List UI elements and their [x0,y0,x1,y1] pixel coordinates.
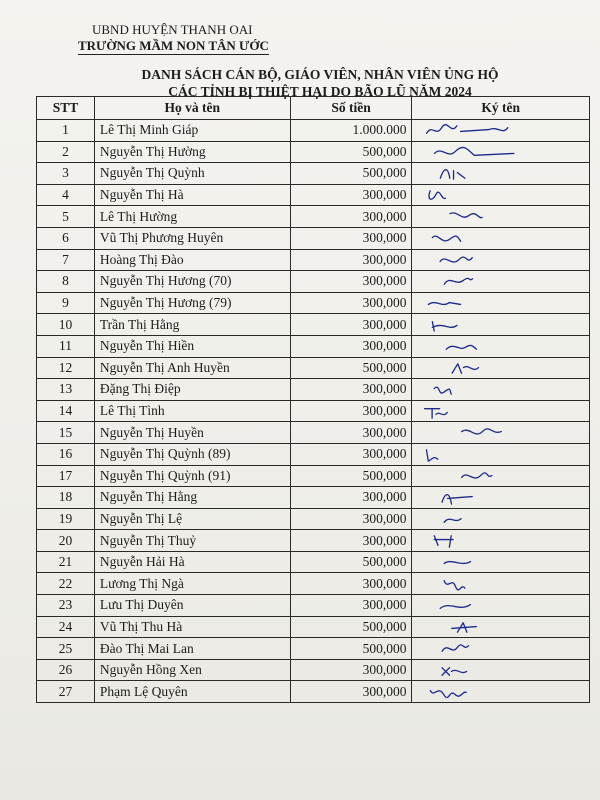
cell-stt: 2 [37,141,95,163]
cell-stt: 12 [37,357,95,379]
cell-signature [412,530,590,552]
handwritten-signature [440,468,540,485]
handwritten-signature [426,662,526,679]
cell-amount: 300,000 [290,249,412,271]
handwritten-signature [418,446,518,463]
cell-stt: 6 [37,227,95,249]
cell-name: Nguyễn Thị Huyền [94,422,290,444]
table-row [37,227,590,249]
cell-name: Lê Thị Tình [94,400,290,422]
title-line-1: DANH SÁCH CÁN BỘ, GIÁO VIÊN, NHÂN VIÊN ỦNG HỘ [141,67,499,82]
handwritten-signature [420,683,520,700]
cell-signature [412,379,590,401]
cell-name: Lê Thị Minh Giáp [94,120,290,142]
cell-name: Nguyễn Thị Hằng [94,487,290,509]
cell-amount: 300,000 [290,292,412,314]
donation-table [36,96,590,703]
table-row [37,551,590,573]
handwritten-signature [428,597,528,614]
cell-amount: 300,000 [290,595,412,617]
cell-signature [412,357,590,379]
col-header-name: Họ và tên [94,97,290,120]
cell-name: Nguyễn Thị Anh Huyền [94,357,290,379]
cell-signature [412,616,590,638]
table-row [37,314,590,336]
table-row [37,163,590,185]
handwritten-signature [430,165,530,182]
cell-signature [412,163,590,185]
cell-amount: 300,000 [290,487,412,509]
cell-amount: 500,000 [290,163,412,185]
cell-amount: 300,000 [290,400,412,422]
cell-name: Nguyễn Thị Hương (79) [94,292,290,314]
handwritten-signature [422,381,522,398]
cell-name: Nguyễn Thị Quỳnh [94,163,290,185]
cell-stt: 14 [37,400,95,422]
cell-amount: 500,000 [290,465,412,487]
cell-signature [412,227,590,249]
cell-stt: 3 [37,163,95,185]
cell-amount: 300,000 [290,184,412,206]
cell-name: Nguyễn Hải Hà [94,551,290,573]
table-row [37,249,590,271]
table-row [37,206,590,228]
cell-amount: 500,000 [290,551,412,573]
cell-name: Trần Thị Hằng [94,314,290,336]
cell-name: Hoàng Thị Đào [94,249,290,271]
cell-amount: 500,000 [290,141,412,163]
cell-amount: 300,000 [290,530,412,552]
handwritten-signature [434,338,534,355]
handwritten-signature [428,640,528,657]
col-header-amount: Số tiền [290,97,412,120]
cell-amount: 300,000 [290,335,412,357]
table-body [37,120,590,703]
table-row [37,573,590,595]
cell-amount: 300,000 [290,508,412,530]
table-header-row [37,97,590,120]
col-header-stt: STT [37,97,95,120]
cell-name: Phạm Lệ Quyên [94,681,290,703]
col-header-signature: Ký tên [412,97,590,120]
cell-name: Đặng Thị Điệp [94,379,290,401]
handwritten-signature [426,252,526,269]
cell-name: Nguyễn Thị Hương (70) [94,271,290,293]
cell-stt: 13 [37,379,95,401]
handwritten-signature [420,122,520,139]
cell-signature [412,422,590,444]
handwritten-signature [426,489,526,506]
cell-stt: 5 [37,206,95,228]
document-title [60,66,580,100]
organization-header [78,22,292,54]
cell-signature [412,551,590,573]
cell-stt: 18 [37,487,95,509]
cell-signature [412,249,590,271]
cell-name: Nguyễn Thị Hiền [94,335,290,357]
table-row [37,292,590,314]
handwritten-signature [432,619,532,636]
cell-amount: 500,000 [290,616,412,638]
cell-stt: 9 [37,292,95,314]
handwritten-signature [434,208,534,225]
cell-amount: 300,000 [290,681,412,703]
table-row [37,443,590,465]
cell-amount: 300,000 [290,206,412,228]
table-row [37,659,590,681]
cell-stt: 1 [37,120,95,142]
cell-stt: 11 [37,335,95,357]
handwritten-signature [430,554,530,571]
table-row [37,184,590,206]
cell-name: Đào Thị Mai Lan [94,638,290,660]
cell-signature [412,681,590,703]
handwritten-signature [430,575,530,592]
cell-signature [412,638,590,660]
cell-signature [412,443,590,465]
cell-stt: 21 [37,551,95,573]
cell-amount: 300,000 [290,271,412,293]
handwritten-signature [418,403,518,420]
cell-amount: 300,000 [290,314,412,336]
cell-amount: 500,000 [290,638,412,660]
cell-stt: 17 [37,465,95,487]
cell-signature [412,141,590,163]
table-row [37,465,590,487]
handwritten-signature [422,532,522,549]
table-row [37,422,590,444]
cell-name: Nguyễn Hồng Xen [94,659,290,681]
cell-signature [412,465,590,487]
cell-stt: 24 [37,616,95,638]
cell-signature [412,271,590,293]
cell-signature [412,595,590,617]
cell-signature [412,400,590,422]
cell-name: Lương Thị Ngà [94,573,290,595]
handwritten-signature [432,273,532,290]
cell-signature [412,314,590,336]
cell-stt: 8 [37,271,95,293]
cell-stt: 20 [37,530,95,552]
cell-amount: 300,000 [290,422,412,444]
table-row [37,595,590,617]
cell-amount: 500,000 [290,357,412,379]
table-row [37,335,590,357]
cell-signature [412,120,590,142]
cell-signature [412,508,590,530]
cell-stt: 7 [37,249,95,271]
cell-name: Vũ Thị Phương Huyên [94,227,290,249]
cell-amount: 1.000.000 [290,120,412,142]
table-row [37,487,590,509]
cell-name: Lê Thị Hường [94,206,290,228]
cell-signature [412,659,590,681]
cell-name: Vũ Thị Thu Hà [94,616,290,638]
handwritten-signature [426,144,526,161]
cell-signature [412,335,590,357]
cell-amount: 300,000 [290,379,412,401]
cell-signature [412,292,590,314]
table-row [37,379,590,401]
org-line-1: UBND HUYỆN THANH OAI [92,22,253,37]
cell-stt: 26 [37,659,95,681]
table-row [37,271,590,293]
table-row [37,357,590,379]
handwritten-signature [422,316,522,333]
cell-amount: 300,000 [290,443,412,465]
handwritten-signature [438,360,538,377]
table-row [37,508,590,530]
cell-signature [412,573,590,595]
cell-stt: 4 [37,184,95,206]
handwritten-signature [418,187,518,204]
title-line-2: CÁC TỈNH BỊ THIỆT HẠI DO BÃO LŨ NĂM 2024 [168,84,472,99]
cell-amount: 300,000 [290,659,412,681]
cell-signature [412,206,590,228]
cell-stt: 27 [37,681,95,703]
cell-name: Nguyễn Thị Thuỷ [94,530,290,552]
table-row [37,681,590,703]
cell-name: Nguyễn Thị Quỳnh (91) [94,465,290,487]
cell-amount: 300,000 [290,227,412,249]
handwritten-signature [430,511,530,528]
org-line-2: TRƯỜNG MẦM NON TÂN ƯỚC [78,38,269,53]
cell-amount: 300,000 [290,573,412,595]
cell-name: Nguyễn Thị Hà [94,184,290,206]
cell-name: Lưu Thị Duyên [94,595,290,617]
handwritten-signature [420,295,520,312]
cell-name: Nguyễn Thị Quỳnh (89) [94,443,290,465]
cell-stt: 16 [37,443,95,465]
cell-name: Nguyễn Thị Lệ [94,508,290,530]
cell-stt: 10 [37,314,95,336]
cell-stt: 23 [37,595,95,617]
cell-stt: 25 [37,638,95,660]
table-row [37,400,590,422]
table-row [37,616,590,638]
handwritten-signature [422,230,522,247]
handwritten-signature [440,424,540,441]
cell-signature [412,184,590,206]
table-row [37,530,590,552]
cell-stt: 15 [37,422,95,444]
table-row [37,120,590,142]
cell-stt: 19 [37,508,95,530]
table-row [37,141,590,163]
cell-signature [412,487,590,509]
cell-name: Nguyễn Thị Hường [94,141,290,163]
table-row [37,638,590,660]
cell-stt: 22 [37,573,95,595]
